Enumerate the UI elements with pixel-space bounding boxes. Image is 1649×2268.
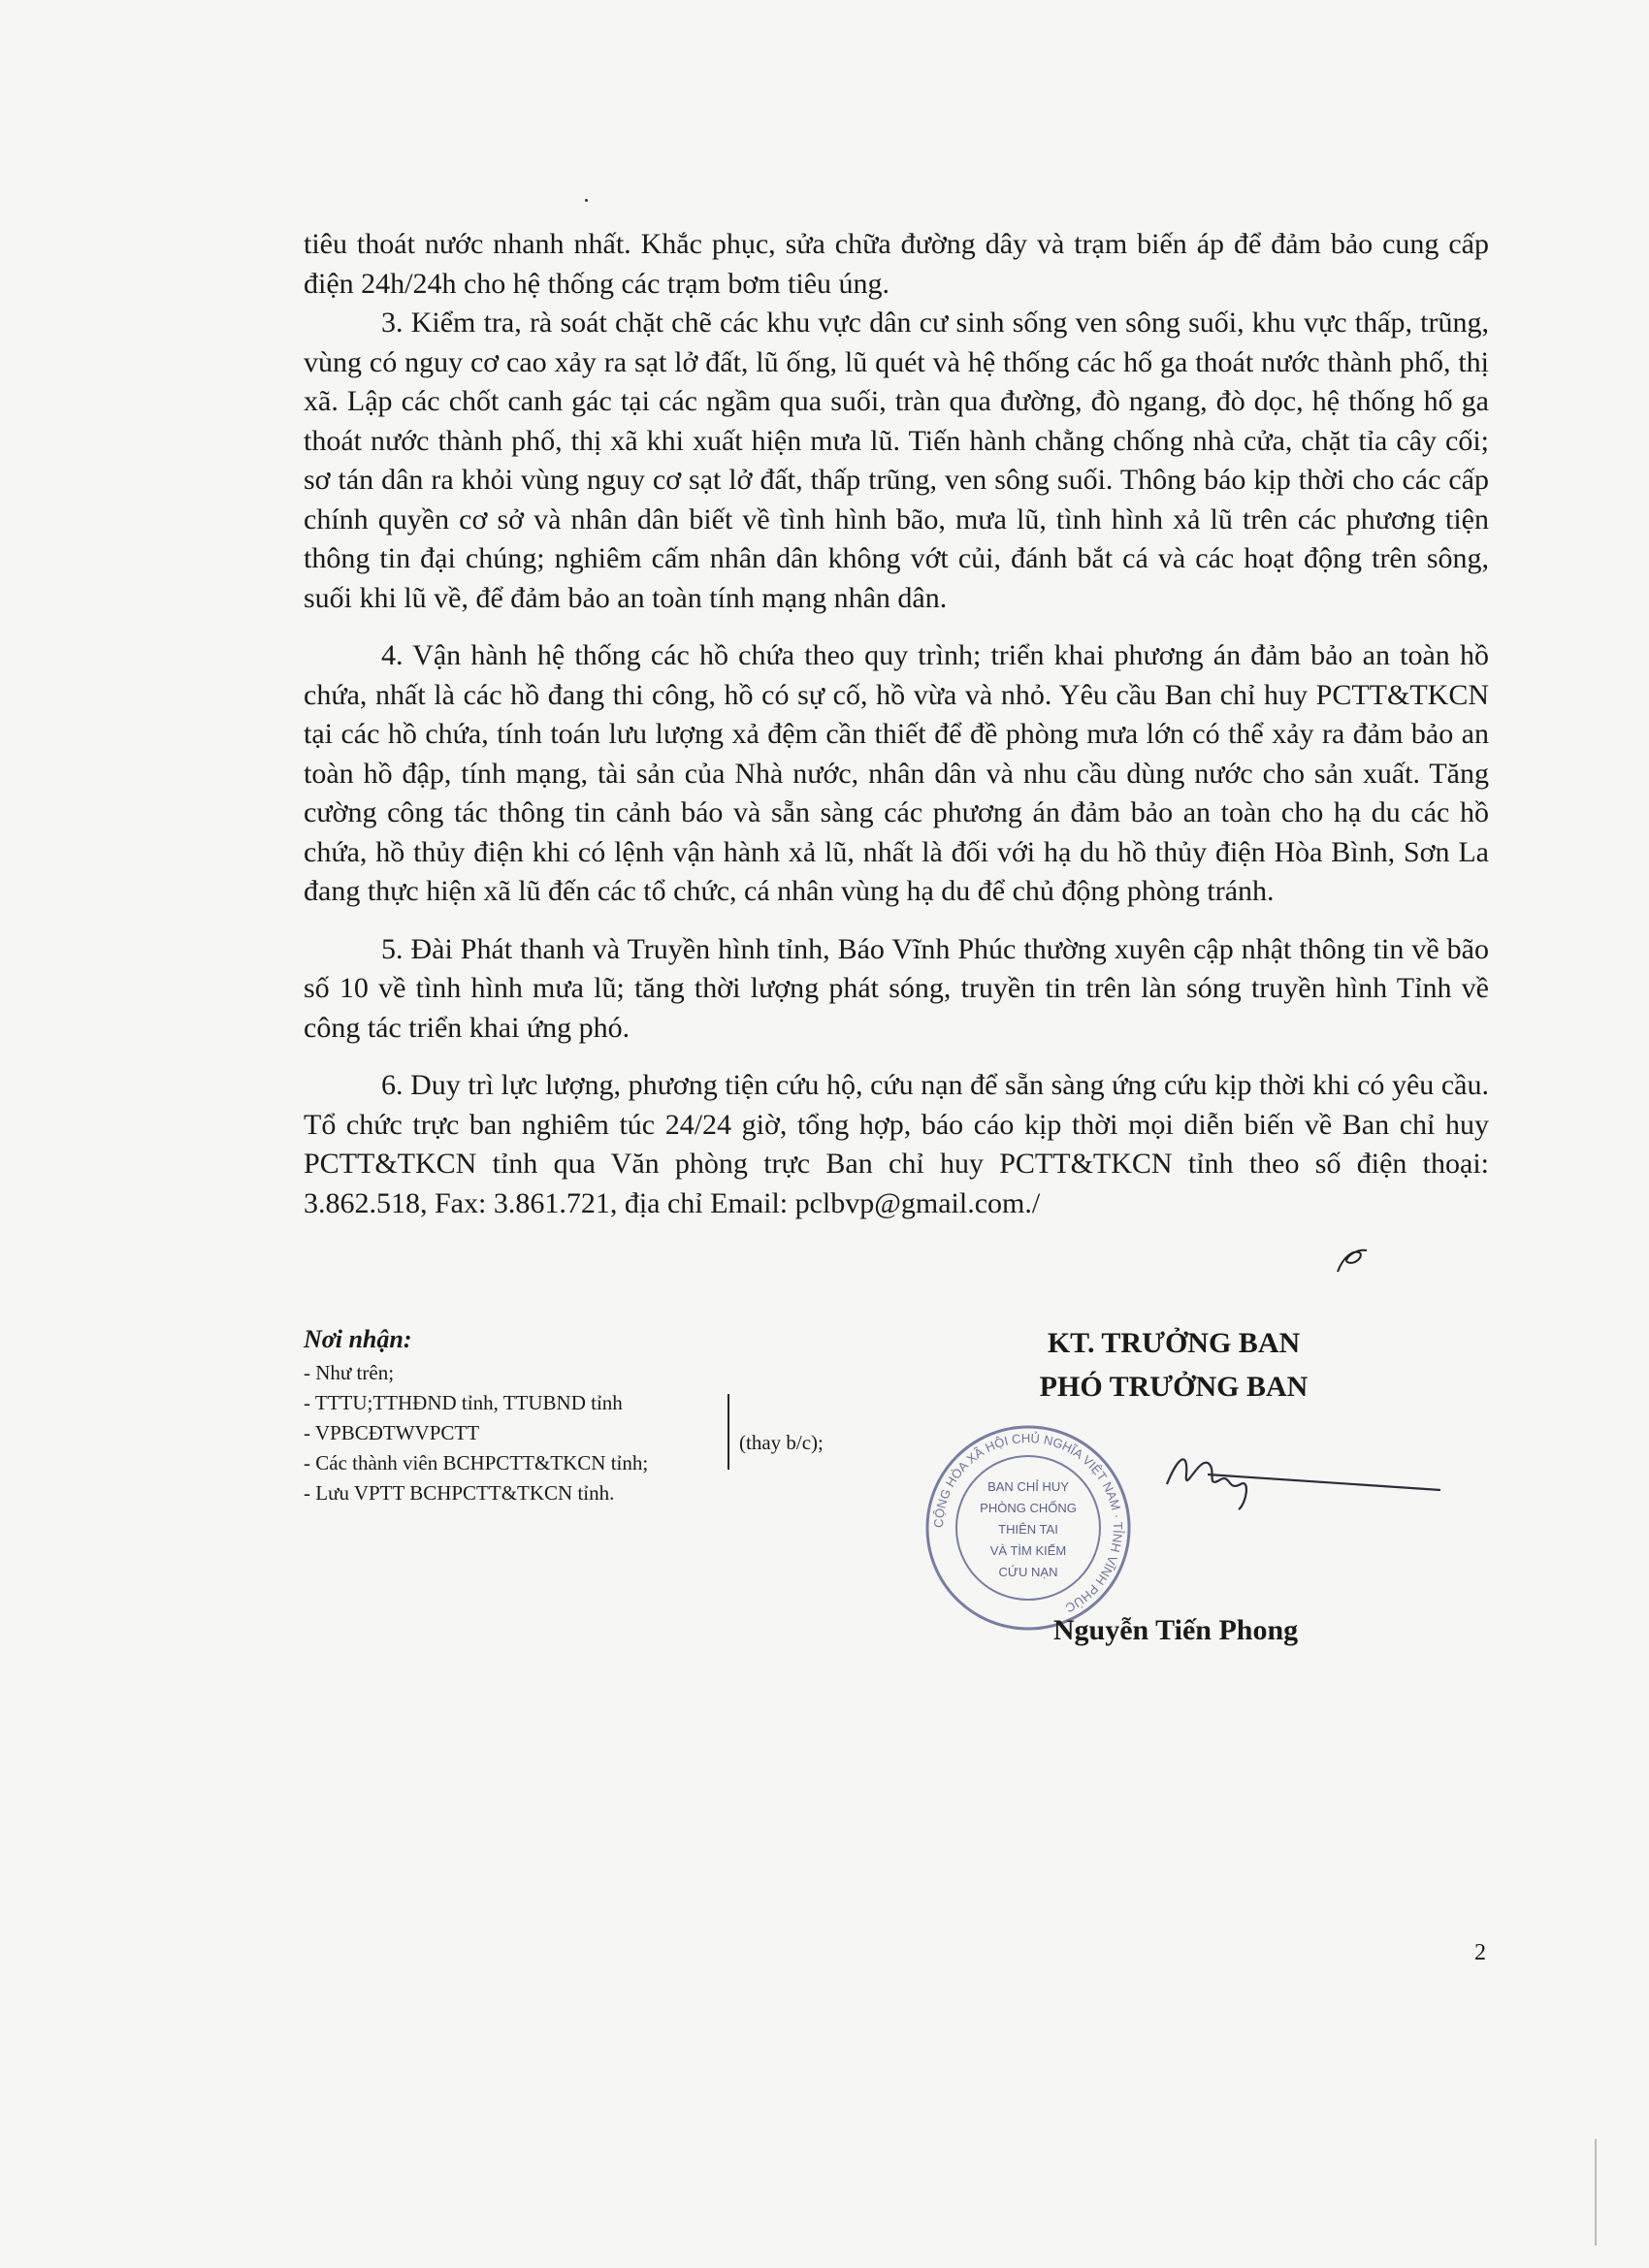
- stamp-line: CỨU NẠN: [998, 1565, 1058, 1579]
- recipient-note: (thay b/c);: [739, 1431, 824, 1454]
- scan-edge-line: [1595, 2139, 1597, 2246]
- stamp-ring-text: CỘNG HÒA XÃ HỘI CHỦ NGHĨA VIỆT NAM · TỈNH VĨNH PHÚC: [930, 1430, 1126, 1616]
- paragraph-6: 6. Duy trì lực lượng, phương tiện cứu hộ, cứu nạn để sẵn sàng ứng cứu kịp thời khi có yêu cầu. Tổ chức trực ban nghiêm túc 24/24 giờ, tổng hợp, báo cáo kịp thời mọi diễn biến về Ban chỉ huy PCTT&TKCN tỉnh qua Văn phòng trực Ban chỉ huy PCTT&TKCN tỉnh theo số điện thoại: 3.862.518, Fax: 3.861.721, địa chỉ Email: pclbvp@gmail.com./: [304, 1069, 1489, 1219]
- paragraph-3: 3. Kiểm tra, rà soát chặt chẽ các khu vực dân cư sinh sống ven sông suối, khu vực thấp, trũng, vùng có nguy cơ cao xảy ra sạt lở đất, lũ ống, lũ quét và hệ thống các hố ga thoát nước thành phố, thị xã. Lập các chốt canh gác tại các ngầm qua suối, tràn qua đường, đò ngang, đò dọc, hệ thống hố ga thoát nước thành phố, thị xã khi xuất hiện mưa lũ. Tiến hành chằng chống nhà cửa, chặt tỉa cây cối; sơ tán dân ra khỏi vùng nguy cơ sạt lở đất, thấp trũng, ven sông suối. Thông báo kịp thời cho các cấp chính quyền cơ sở và nhân dân biết về tình hình bão, mưa lũ, tình hình xả lũ trên các phương tiện thông tin đại chúng; nghiêm cấm nhân dân không vớt củi, đánh bắt cá và các hoạt động trên sông, suối khi lũ về, để đảm bảo an toàn tính mạng nhân dân.: [304, 307, 1489, 614]
- stamp-line: VÀ TÌM KIẾM: [989, 1543, 1067, 1558]
- recipient-item: - Như trên;: [304, 1361, 395, 1384]
- paragraph-intro: tiêu thoát nước nhanh nhất. Khắc phục, sửa chữa đường dây và trạm biến áp để đảm bảo cung cấp điện 24h/24h cho hệ thống các trạm bơm tiêu úng.: [304, 228, 1489, 300]
- recipient-item: - VPBCĐTWVPCTT: [304, 1421, 480, 1444]
- stamp-line: THIÊN TAI: [998, 1522, 1058, 1537]
- signer-name: Nguyễn Tiến Phong: [1052, 1614, 1299, 1646]
- body-text: [304, 225, 1489, 1223]
- recipient-item: - Lưu VPTT BCHPCTT&TKCN tỉnh.: [304, 1481, 615, 1505]
- paragraph-4: 4. Vận hành hệ thống các hồ chứa theo quy trình; triển khai phương án đảm bảo an toàn hồ chứa, nhất là các hồ đang thi công, hồ có sự cố, hồ vừa và nhỏ. Yêu cầu Ban chỉ huy PCTT&TKCN tại các hồ chứa, tính toán lưu lượng xả đệm cần thiết để đề phòng mưa lớn có thể xảy ra đảm bảo an toàn hồ đập, tính mạng, tài sản của Nhà nước, nhân dân và nhu cầu dùng nước cho sản xuất. Tăng cường công tác thông tin cảnh báo và sẵn sàng các phương án đảm bảo an toàn cho hạ du các hồ chứa, hồ thủy điện khi có lệnh vận hành xả lũ, nhất là đối với hạ du hồ thủy điện Hòa Bình, Sơn La đang thực hiện xã lũ đến các tổ chức, cá nhân vùng hạ du để chủ động phòng tránh.: [304, 639, 1489, 907]
- handwritten-signature-icon: [1149, 1445, 1440, 1513]
- paragraph-5: 5. Đài Phát thanh và Truyền hình tỉnh, Báo Vĩnh Phúc thường xuyên cập nhật thông tin về bão số 10 về tình hình mưa lũ; tăng thời lượng phát sóng, truyền tin trên làn sóng truyền hình Tỉnh về công tác triển khai ứng phó.: [304, 932, 1489, 1044]
- official-stamp-icon: [922, 1421, 1135, 1635]
- signature-title: [980, 1321, 1368, 1409]
- recipient-item: - Các thành viên BCHPCTT&TKCN tỉnh;: [304, 1451, 649, 1474]
- initial-mark-icon: [1334, 1247, 1371, 1276]
- stamp-line: BAN CHỈ HUY: [987, 1479, 1069, 1494]
- page-number: 2: [1474, 1940, 1486, 1965]
- recipient-item: - TTTU;TTHĐND tỉnh, TTUBND tỉnh: [304, 1391, 623, 1414]
- recipient-bracket: [728, 1394, 737, 1470]
- recipients-heading: Nơi nhận:: [304, 1325, 412, 1353]
- stamp-line: PHÒNG CHỐNG: [980, 1501, 1077, 1515]
- signature-title-line1: KT. TRƯỞNG BAN: [1047, 1327, 1301, 1359]
- punch-dot: [585, 199, 588, 202]
- signature-title-line2: PHÓ TRƯỞNG BAN: [1039, 1371, 1309, 1403]
- recipients-block: [304, 1324, 847, 1508]
